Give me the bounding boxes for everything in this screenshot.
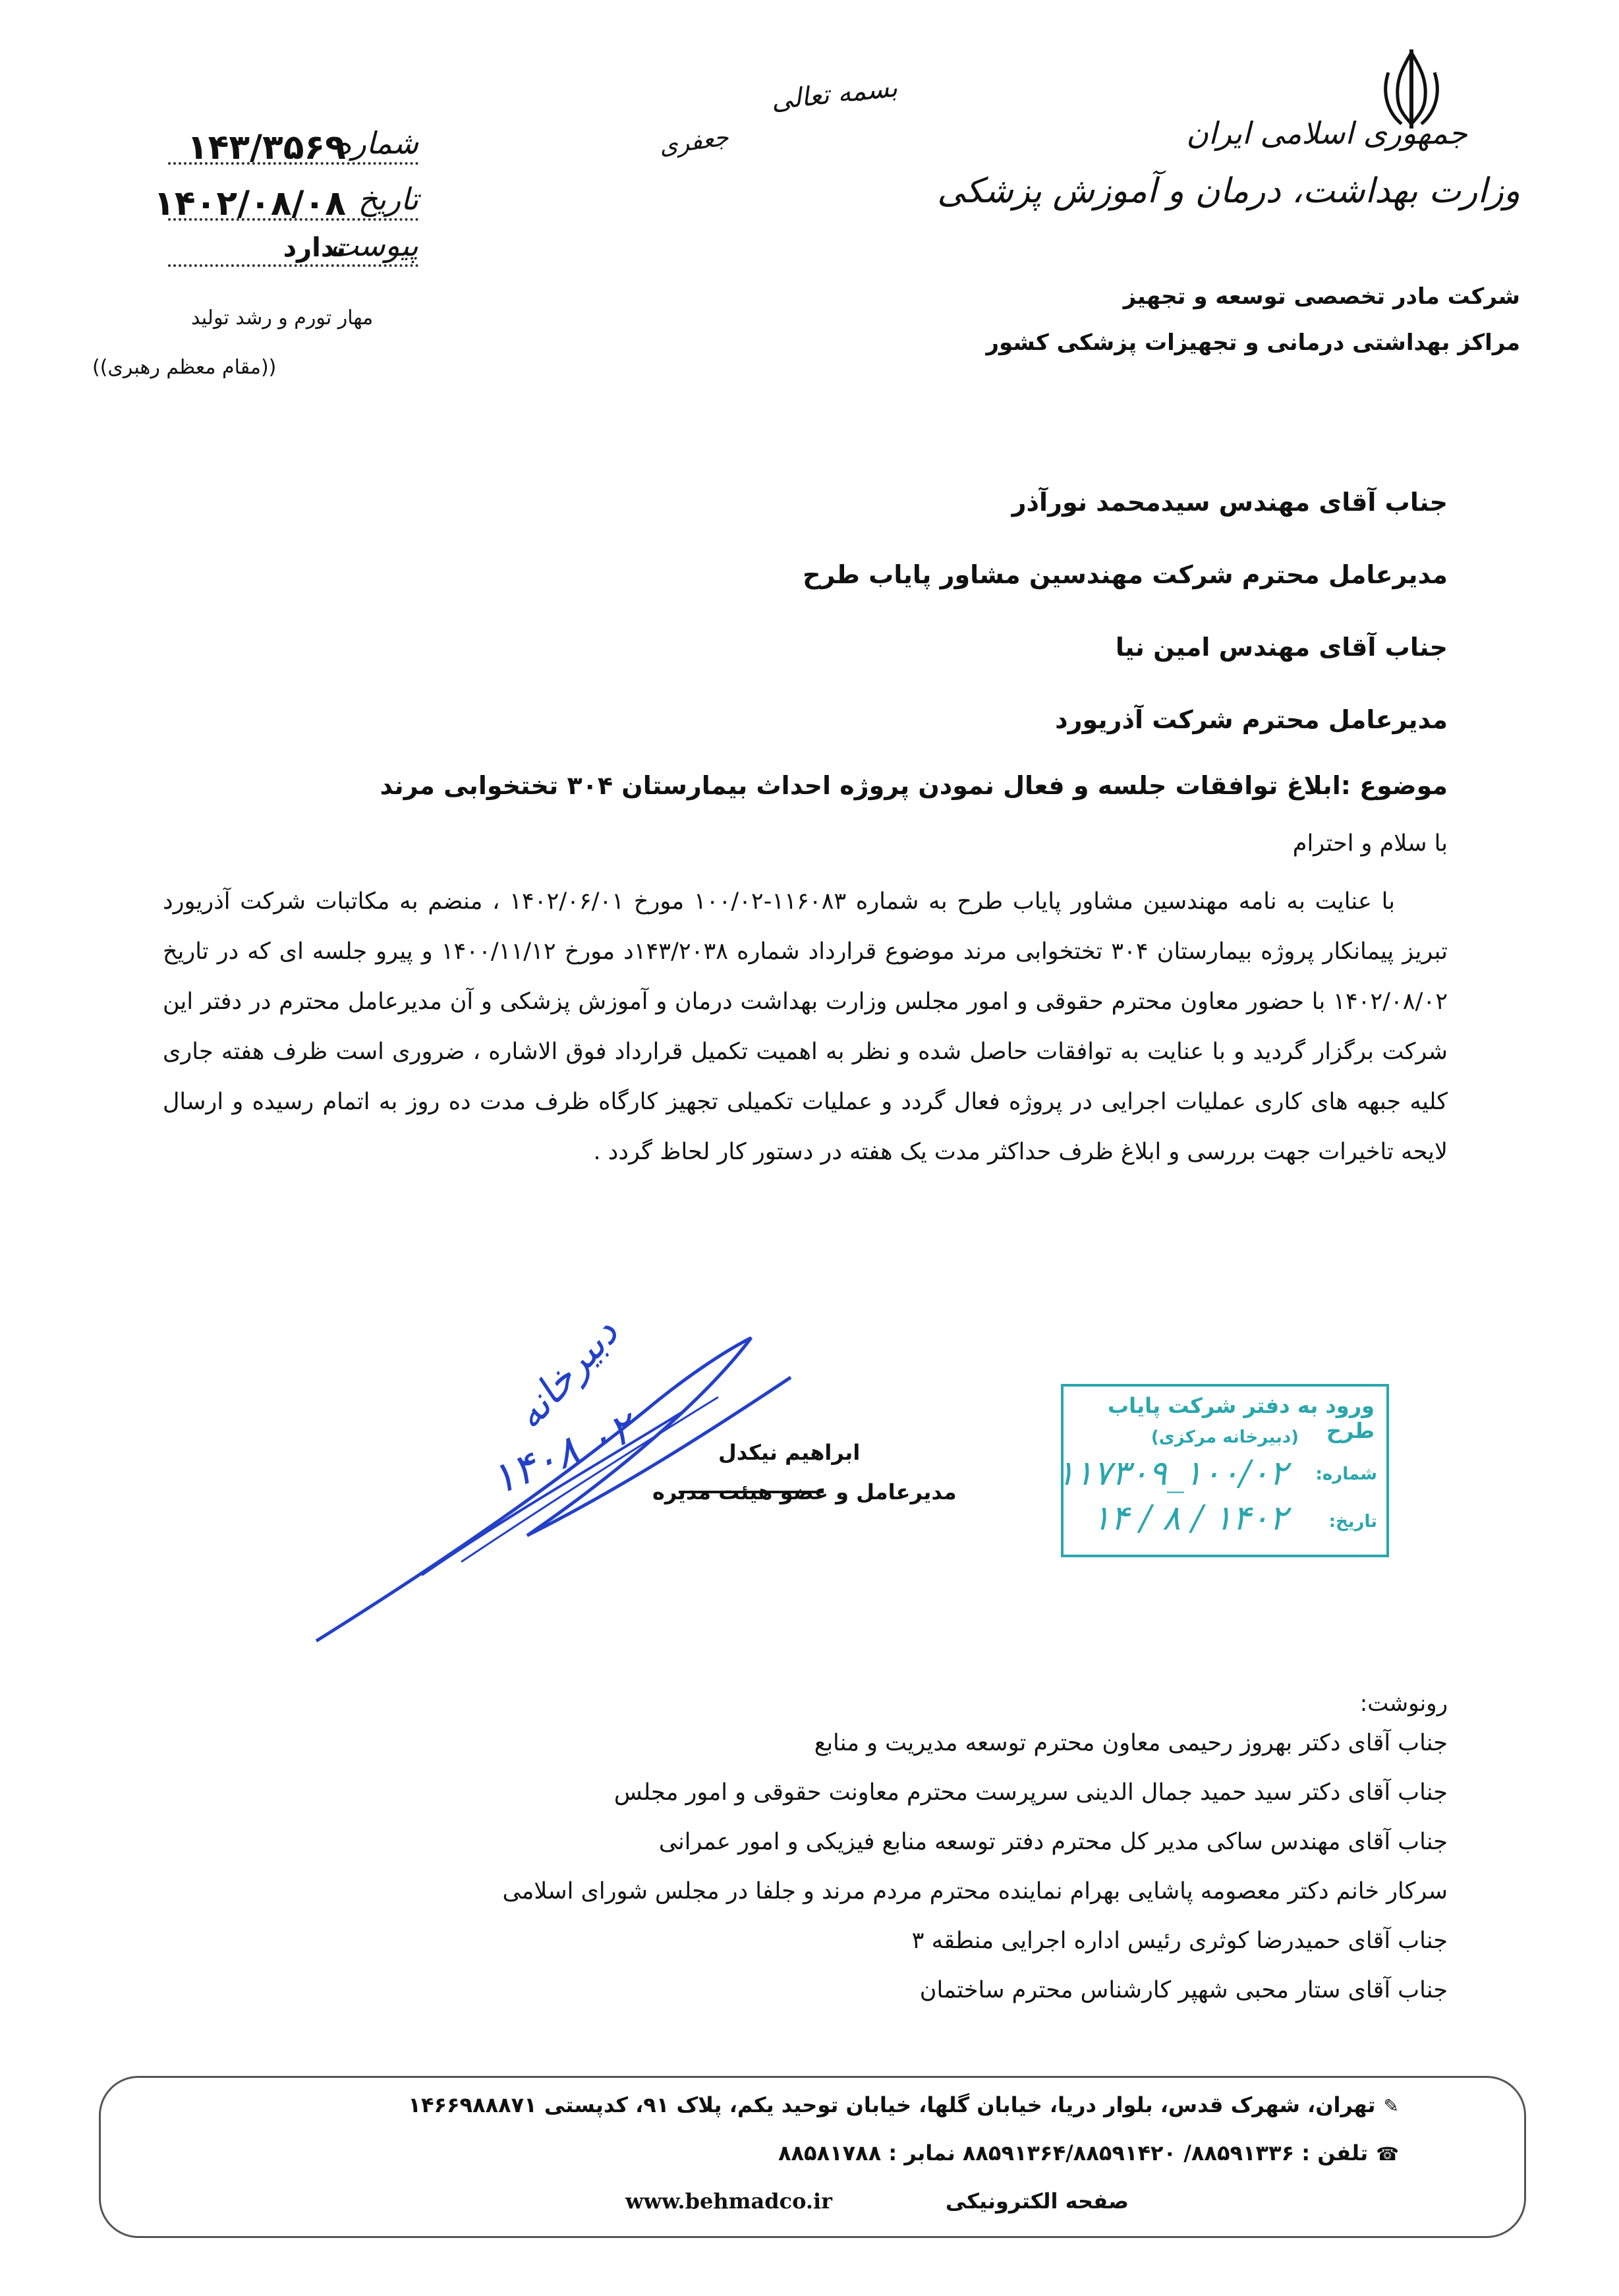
dotted-line — [168, 162, 418, 165]
slogan-line1: مهار تورم و رشد تولید — [191, 306, 374, 330]
greeting: با سلام و احترام — [1292, 830, 1448, 857]
stamp-date-label: تاریخ: — [1328, 1512, 1377, 1532]
stamp-number-value: ۱۰۰/۰۲_۱۱۷۳۰۹ — [1056, 1454, 1288, 1493]
signature-stroke — [679, 1491, 824, 1493]
signatory-title: مدیرعامل و عضو هیئت مدیره — [652, 1479, 957, 1505]
footer-web-label: صفحه الکترونیکی — [945, 2189, 1129, 2214]
addressee-1: جناب آقای مهندس سیدمحمد نورآذر — [1011, 488, 1448, 517]
addressee-2: مدیرعامل محترم شرکت مهندسین مشاور پایاب طرح — [803, 560, 1448, 589]
stamp-date-value: ۱۴۰۲ / ۸ / ۱۴ — [1092, 1499, 1288, 1538]
handwritten-annotation: جعفری — [657, 123, 731, 161]
slogan-line2: ((مقام معظم رهبری)) — [92, 356, 277, 379]
copy-recipient: جناب آقای دکتر سید حمید جمال الدینی سرپرست محترم معاونت حقوقی و امور مجلس — [613, 1779, 1448, 1806]
copy-recipient: جناب آقای مهندس ساکی مدیر کل محترم دفتر توسعه منابع فیزیکی و امور عمرانی — [658, 1829, 1448, 1855]
stamp-number-label: شماره: — [1315, 1464, 1377, 1484]
letter-footer — [99, 2076, 1526, 2238]
handwritten-date: ۱۴۰۸ ۰۲ — [484, 1404, 641, 1505]
letter-date-value: ۱۴۰۲/۰۸/۰۸ — [154, 184, 346, 223]
stamp-title: ورود به دفتر شرکت پایاب طرح — [1107, 1393, 1375, 1443]
company-name-line2: مراکز بهداشتی درمانی و تجهیزات پزشکی کشور — [986, 330, 1520, 356]
letter-attachment-value: ندارد — [283, 233, 346, 263]
copy-recipient: جناب آقای حمیدرضا کوثری رئیس اداره اجرایی منطقه ۳ — [911, 1928, 1448, 1954]
copy-recipient: جناب آقای ستار محبی شهپر کارشناس محترم ساختمان — [919, 1977, 1448, 2003]
footer-address-row — [408, 2092, 1399, 2117]
addressee-4: مدیرعامل محترم شرکت آذریورد — [1055, 705, 1448, 734]
phone-icon: ☎ — [1376, 2143, 1399, 2165]
ministry-line1: جمهوری اسلامی ایران — [1186, 115, 1467, 151]
ministry-line2: وزارت بهداشت، درمان و آموزش پزشکی — [937, 171, 1520, 211]
copy-recipient: سرکار خانم دکتر معصومه پاشایی بهرام نماینده محترم مردم مرند و جلفا در مجلس شورای اسلامی — [502, 1878, 1448, 1905]
footer-phone: تلفن : ۸۸۵۹۱۳۳۶/ ۸۸۵۹۱۳۶۴/۸۸۵۹۱۴۲۰ نمابر : ۸۸۵۸۱۷۸۸ — [778, 2140, 1369, 2166]
letter-date-label: تاریخ — [358, 181, 418, 217]
copies-title: رونوشت: — [1359, 1690, 1448, 1717]
copy-recipient: جناب آقای دکتر بهروز رحیمی معاون محترم توسعه مدیریت و منابع — [814, 1730, 1448, 1756]
pen-icon: ✎ — [1383, 2095, 1399, 2117]
dotted-line — [168, 264, 418, 267]
letter-attachment-label: پیوست — [329, 227, 418, 263]
signatory-name: ابراهیم نیکدل — [718, 1440, 861, 1465]
handwritten-note: دبیرخانه — [505, 1309, 627, 1439]
addressee-3: جناب آقای مهندس امین نیا — [1115, 633, 1448, 662]
company-name-line1: شرکت مادر تخصصی توسعه و تجهیز — [1123, 283, 1520, 310]
letter-date-row — [154, 181, 418, 223]
footer-website: www.behmadco.ir — [625, 2189, 832, 2214]
stamp-subtitle: (دبیرخانه مرکزی) — [1150, 1427, 1299, 1447]
letter-subject: موضوع :ابلاغ توافقات جلسه و فعال نمودن پروژه احداث بیمارستان ۳۰۴ تختخوابی مرند — [380, 771, 1448, 800]
letter-attachment-row — [168, 227, 418, 267]
dotted-line — [168, 218, 418, 221]
letter-number-value: ۱۴۳/۳۵۶۹ — [186, 128, 346, 167]
letter-body: با عنایت به نامه مهندسین مشاور پایاب طرح به شماره ۱۱۶۰۸۳-۱۰۰/۰۲ مورخ ۱۴۰۲/۰۶/۰۱ ، منضم به مکاتبات شرکت آذریورد تبریز پیمانکار پروژه بیمارستان ۳۰۴ تختخوابی مرند موضوع قرارداد شماره ۱۴۳/۲۰۳۸د مورخ ۱۴۰۰/۱۱/۱۲ و پیرو جلسه ای که در تاریخ ۱۴۰۲/۰۸/۰۲ با حضور معاون محترم حقوقی و امور مجلس وزارت بهداشت درمان و آموزش پزشکی و آن مدیرعامل محترم در دفتر این شرکت برگزار گردید و با عنایت به توافقات حاصل شده و نظر به اهمیت تکمیل قرارداد فوق الاشاره ، ضروری است ظرف هفته جاری کلیه جبهه های کاری عملیات اجرایی در پروژه فعال گردد و عملیات تکمیلی تجهیز کارگاه ظرف مدت ده روز به اتمام رسیده و ارسال لایحه تاخیرات جهت بررسی و ابلاغ ظرف حداکثر مدت یک هفته در دستور کار لحاظ گردد . — [163, 888, 1448, 1165]
letter-number-label: شماره — [335, 125, 418, 161]
footer-phone-row — [778, 2140, 1399, 2166]
entry-stamp — [1056, 1384, 1389, 1557]
letter-number-row — [168, 125, 418, 165]
basmala-handwritten: بسمه تعالی — [770, 72, 899, 116]
footer-address: تهران، شهرک قدس، بلوار دریا، خیابان گلها، خیابان توحید یکم، پلاک ۹۱، کدپستی ۱۴۶۶۹۸۸۸۷۱ — [408, 2092, 1376, 2117]
